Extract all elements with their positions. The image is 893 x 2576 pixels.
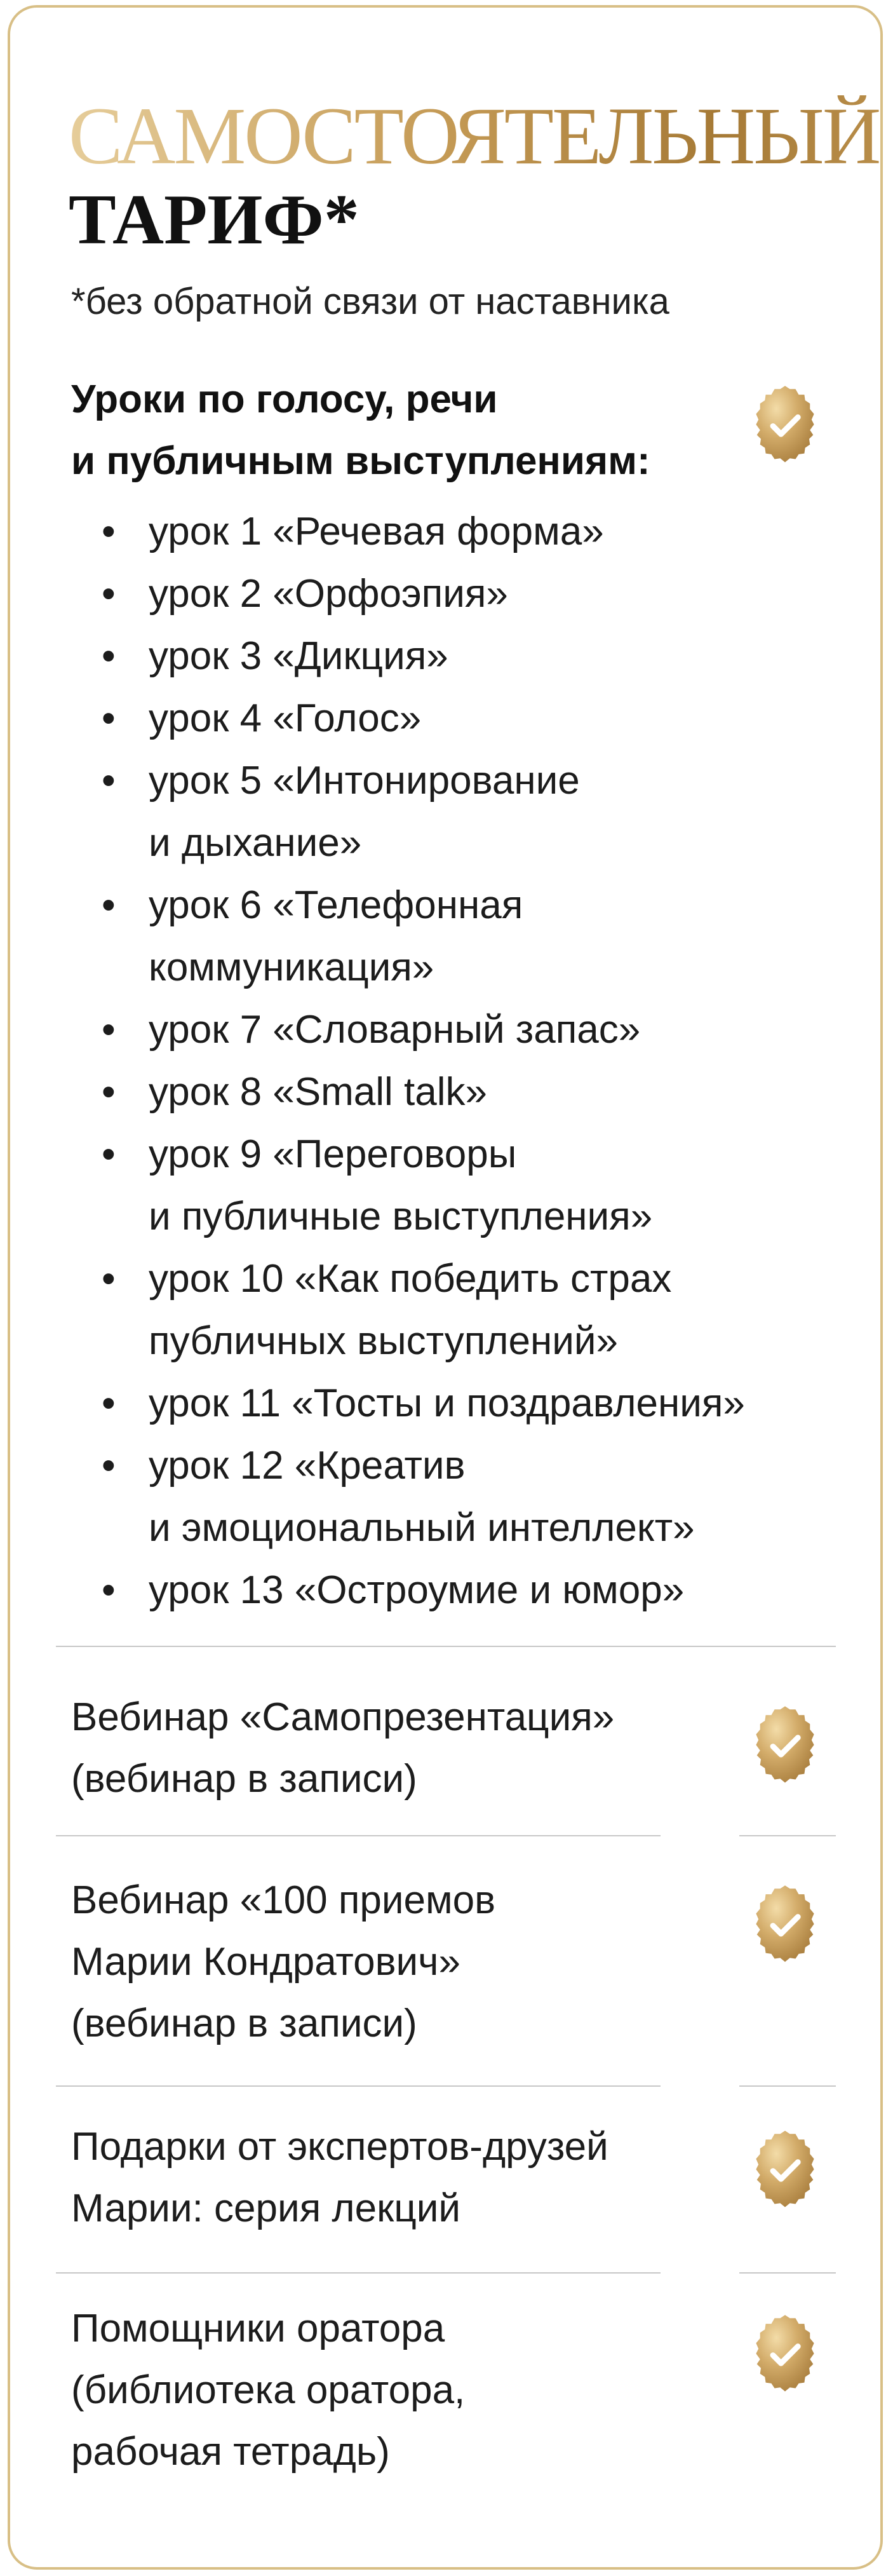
tariff-subtitle: *без обратной связи от наставника [71, 281, 669, 322]
section-line: (вебинар в записи) [71, 2002, 417, 2045]
bullet-icon: • [102, 572, 116, 616]
divider [56, 2272, 661, 2274]
bullet-icon: • [102, 1008, 116, 1052]
lesson-text: урок 1 «Речевая форма» [149, 510, 604, 553]
lesson-list [102, 501, 745, 1622]
lesson-text: урок 6 «Телефонная [149, 883, 523, 927]
section-line: Помощники оратора [71, 2307, 445, 2350]
lesson-text: урок 3 «Дикция» [149, 634, 448, 678]
list-item [102, 688, 745, 750]
divider [739, 2085, 836, 2087]
lesson-text: урок 10 «Как победить страх [149, 1257, 672, 1301]
bullet-icon: • [102, 759, 116, 803]
section-line: Подарки от экспертов-друзей [71, 2125, 608, 2169]
lesson-text: урок 11 «Тосты и поздравления» [149, 1381, 745, 1425]
list-item [102, 874, 745, 999]
bullet-icon: • [102, 1257, 116, 1301]
bullet-icon: • [102, 883, 116, 927]
lesson-text: урок 9 «Переговоры [149, 1132, 517, 1176]
list-item [102, 1248, 745, 1373]
section-line: рабочая тетрадь) [71, 2430, 390, 2474]
lesson-text: и эмоциональный интеллект» [149, 1506, 695, 1550]
divider [739, 1835, 836, 1836]
lesson-text: урок 12 «Креатив [149, 1444, 466, 1488]
section-line: Вебинар «Самопрезентация» [71, 1695, 615, 1739]
bullet-icon: • [102, 1444, 116, 1488]
lessons-heading [71, 369, 650, 492]
check-badge-icon [737, 2305, 833, 2402]
section-expert-gifts [71, 2116, 608, 2239]
section-line: Марии Кондратович» [71, 1940, 460, 1984]
list-item [102, 625, 745, 688]
lesson-text: урок 2 «Орфоэпия» [149, 572, 508, 616]
section-line: (библиотека оратора, [71, 2368, 466, 2412]
lessons-heading-line: Уроки по голосу, речи [71, 377, 498, 421]
section-orator-helpers [71, 2298, 465, 2483]
lesson-text: урок 7 «Словарный запас» [149, 1008, 641, 1052]
divider [739, 2272, 836, 2274]
list-item [102, 1559, 745, 1622]
section-line: Вебинар «100 приемов [71, 1878, 496, 1922]
lesson-text: и дыхание» [149, 821, 362, 865]
check-badge-icon [737, 1876, 833, 1972]
lesson-text: и публичные выступления» [149, 1195, 653, 1238]
lesson-text: урок 4 «Голос» [149, 696, 422, 740]
list-item [102, 1123, 745, 1248]
lesson-text: урок 13 «Остроумие и юмор» [149, 1568, 685, 1612]
bullet-icon: • [102, 1568, 116, 1612]
list-item [102, 1435, 745, 1559]
tariff-title-line1: САМОСТОЯТЕЛЬНЫЙ [69, 91, 880, 181]
bullet-icon: • [102, 696, 116, 740]
lessons-heading-line: и публичным выступлениям: [71, 439, 650, 483]
list-item [102, 1061, 745, 1123]
bullet-icon: • [102, 1070, 116, 1114]
tariff-title-line2: ТАРИФ* [69, 180, 359, 259]
check-badge-icon [737, 1697, 833, 1793]
section-line: Марии: серия лекций [71, 2186, 460, 2230]
divider [56, 1835, 661, 1836]
bullet-icon: • [102, 1381, 116, 1425]
bullet-icon: • [102, 1132, 116, 1176]
check-badge-icon [737, 2121, 833, 2218]
bullet-icon: • [102, 510, 116, 553]
list-item [102, 999, 745, 1061]
divider [56, 1646, 836, 1647]
list-item [102, 501, 745, 563]
lesson-text: публичных выступлений» [149, 1319, 618, 1363]
section-webinar-100-techniques [71, 1869, 495, 2054]
lesson-text: коммуникация» [149, 946, 434, 989]
section-webinar-selfpresentation [71, 1686, 614, 1810]
lesson-text: урок 5 «Интонирование [149, 759, 580, 803]
list-item [102, 750, 745, 874]
list-item [102, 563, 745, 625]
check-badge-icon [737, 376, 833, 473]
bullet-icon: • [102, 634, 116, 678]
section-line: (вебинар в записи) [71, 1757, 417, 1801]
divider [56, 2085, 661, 2087]
lesson-text: урок 8 «Small talk» [149, 1070, 488, 1114]
list-item [102, 1373, 745, 1435]
